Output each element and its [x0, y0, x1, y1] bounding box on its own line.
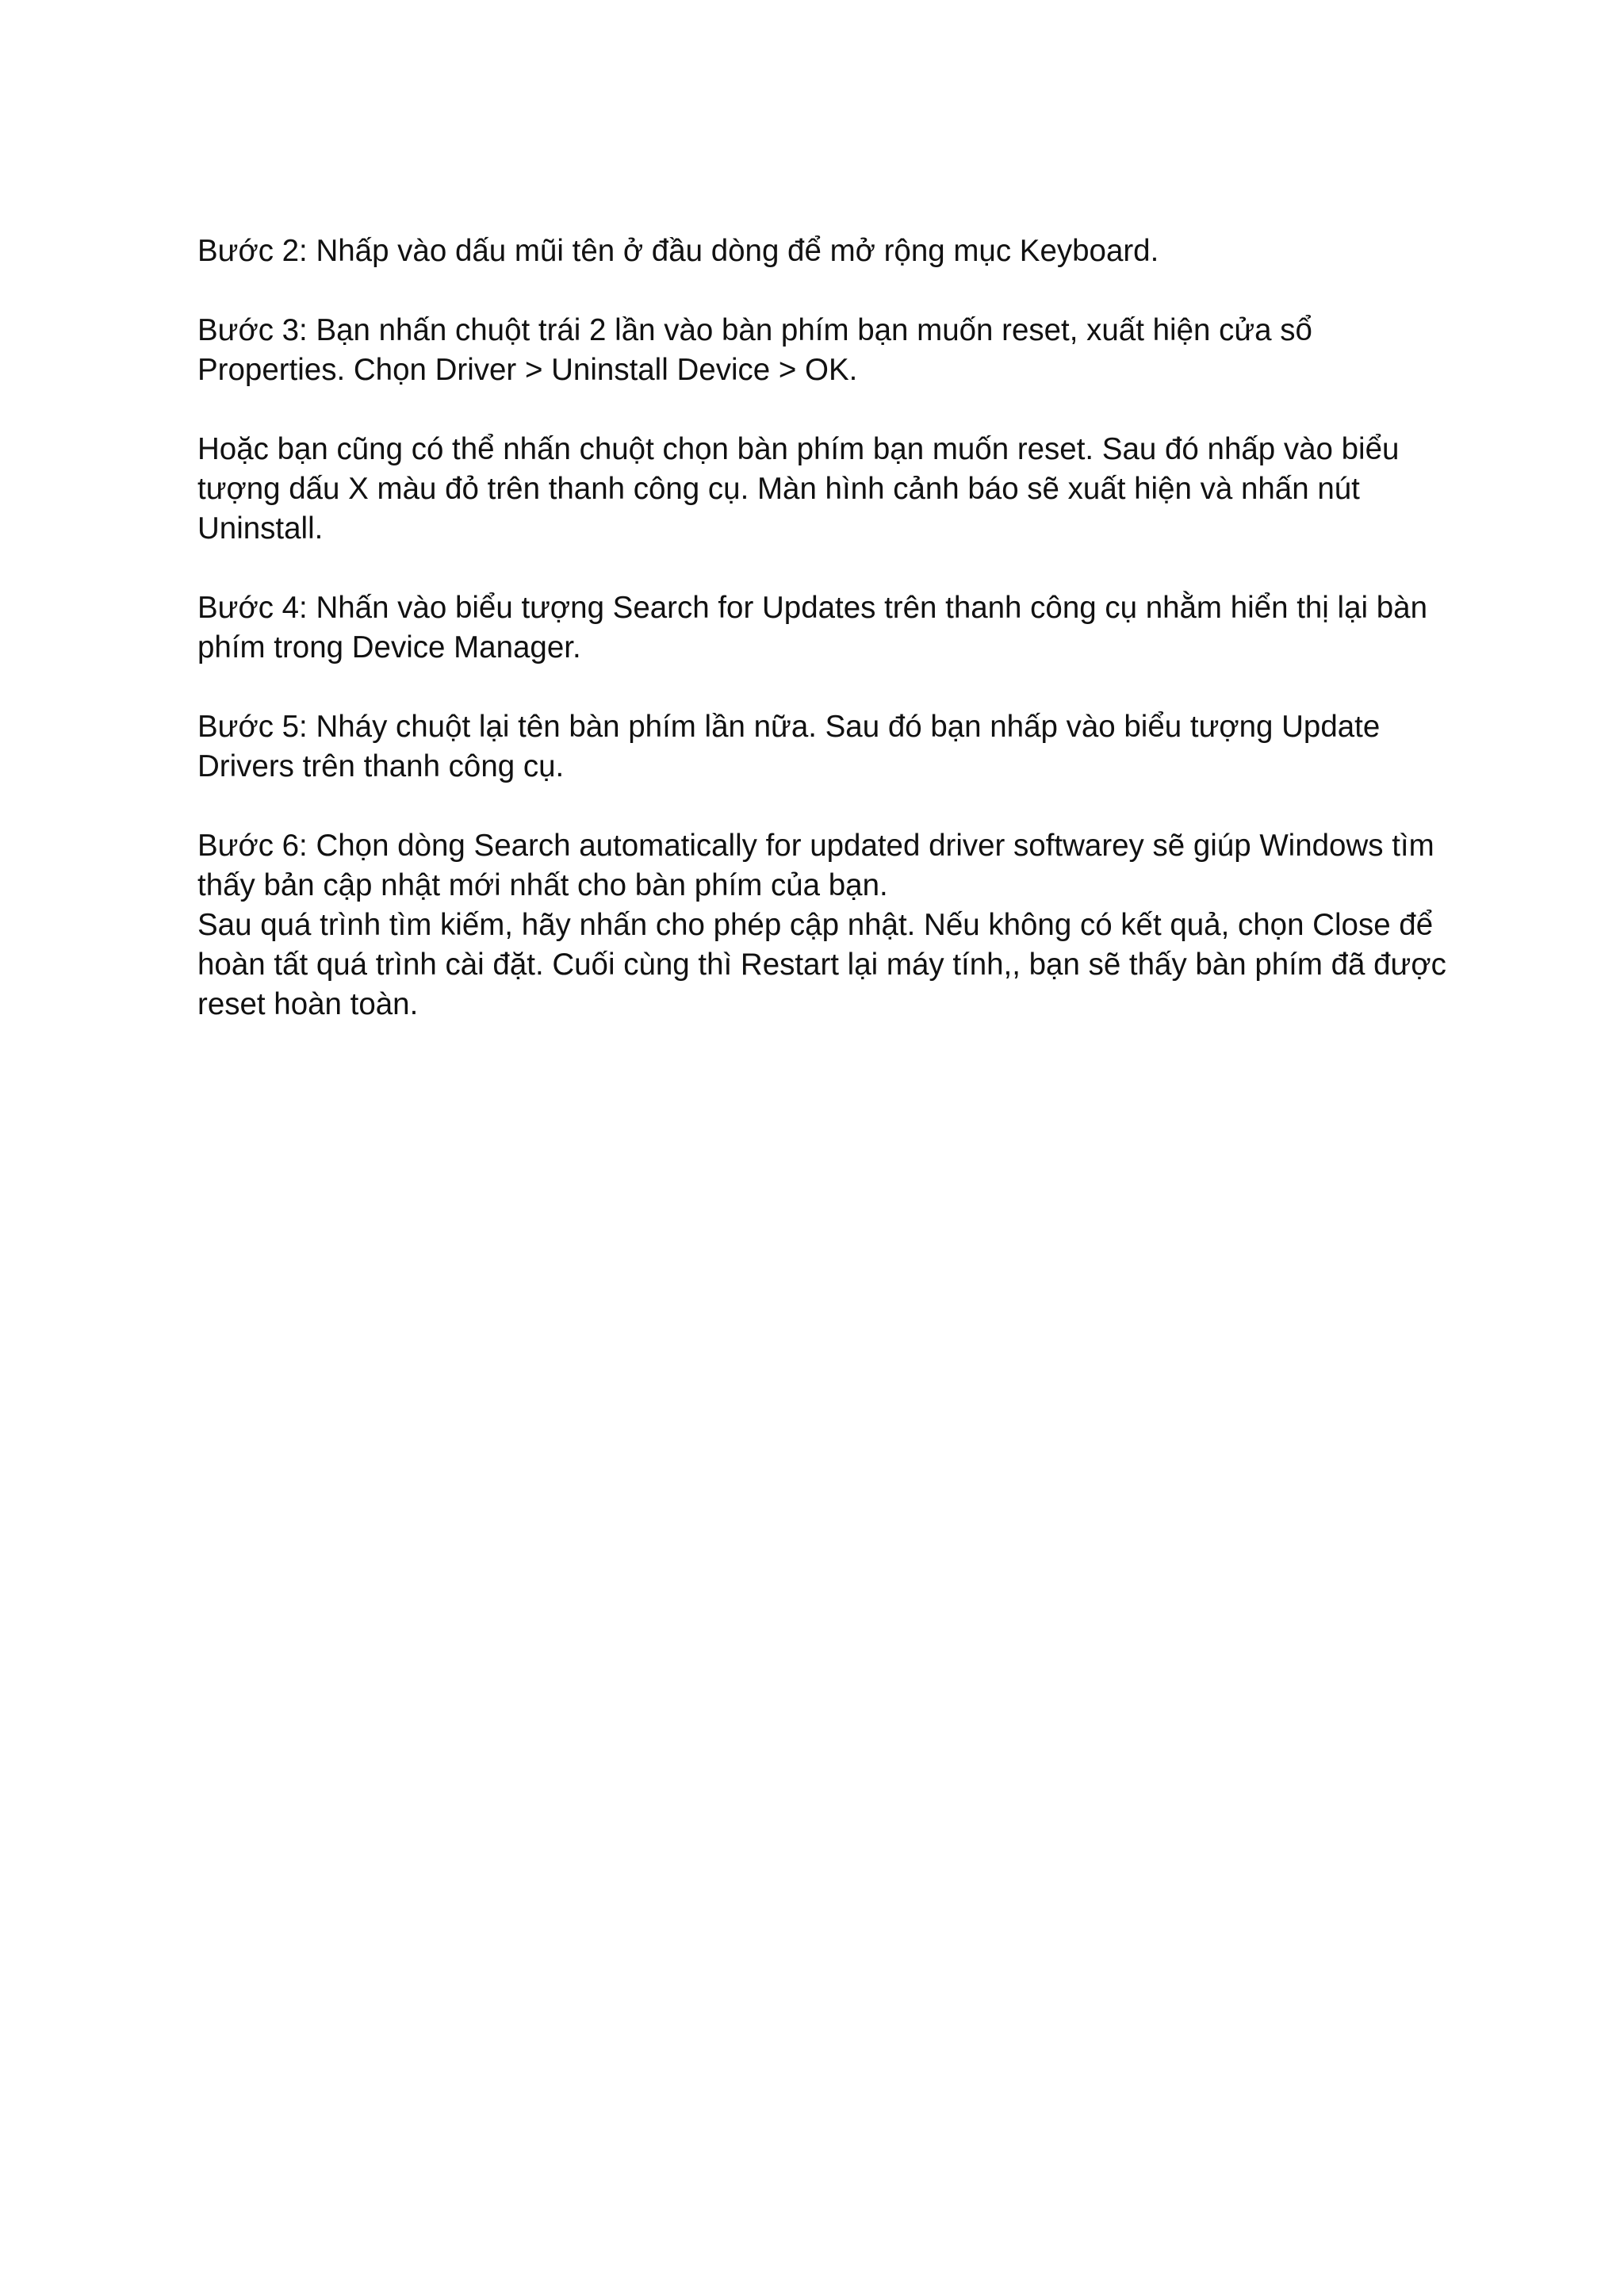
paragraph-step-5: Bước 5: Nháy chuột lại tên bàn phím lần nữa. Sau đó bạn nhấp vào biểu tượng Update Drivers trên thanh công cụ. [197, 710, 1381, 783]
paragraph-step-3-alternative: Hoặc bạn cũng có thể nhấn chuột chọn bàn phím bạn muốn reset. Sau đó nhấp vào biểu tượng dấu X màu đỏ trên thanh công cụ. Màn hình cảnh báo sẽ xuất hiện và nhấn nút Uninstall. [197, 432, 1400, 546]
paragraph-step-4: Bước 4: Nhấn vào biểu tượng Search for Updates trên thanh công cụ nhằm hiển thị lại bàn phím trong Device Manager. [197, 591, 1427, 664]
paragraph-step-3: Bước 3: Bạn nhấn chuột trái 2 lần vào bàn phím bạn muốn reset, xuất hiện cửa sổ Properties. Chọn Driver > Uninstall Device > OK. [197, 313, 1312, 387]
document-body [197, 232, 1450, 1064]
paragraph-step-2: Bước 2: Nhấp vào dấu mũi tên ở đầu dòng để mở rộng mục Keyboard. [197, 234, 1159, 268]
paragraph-step-6: Bước 6: Chọn dòng Search automatically for updated driver softwarey sẽ giúp Windows tìm thấy bản cập nhật mới nhất cho bàn phím của bạn. [197, 829, 1434, 902]
paragraph-final-note: Sau quá trình tìm kiếm, hãy nhấn cho phép cập nhật. Nếu không có kết quả, chọn Close để hoàn tất quá trình cài đặt. Cuối cùng thì Restart lại máy tính,, bạn sẽ thấy bàn phím đã được reset hoàn toàn. [197, 908, 1446, 1021]
